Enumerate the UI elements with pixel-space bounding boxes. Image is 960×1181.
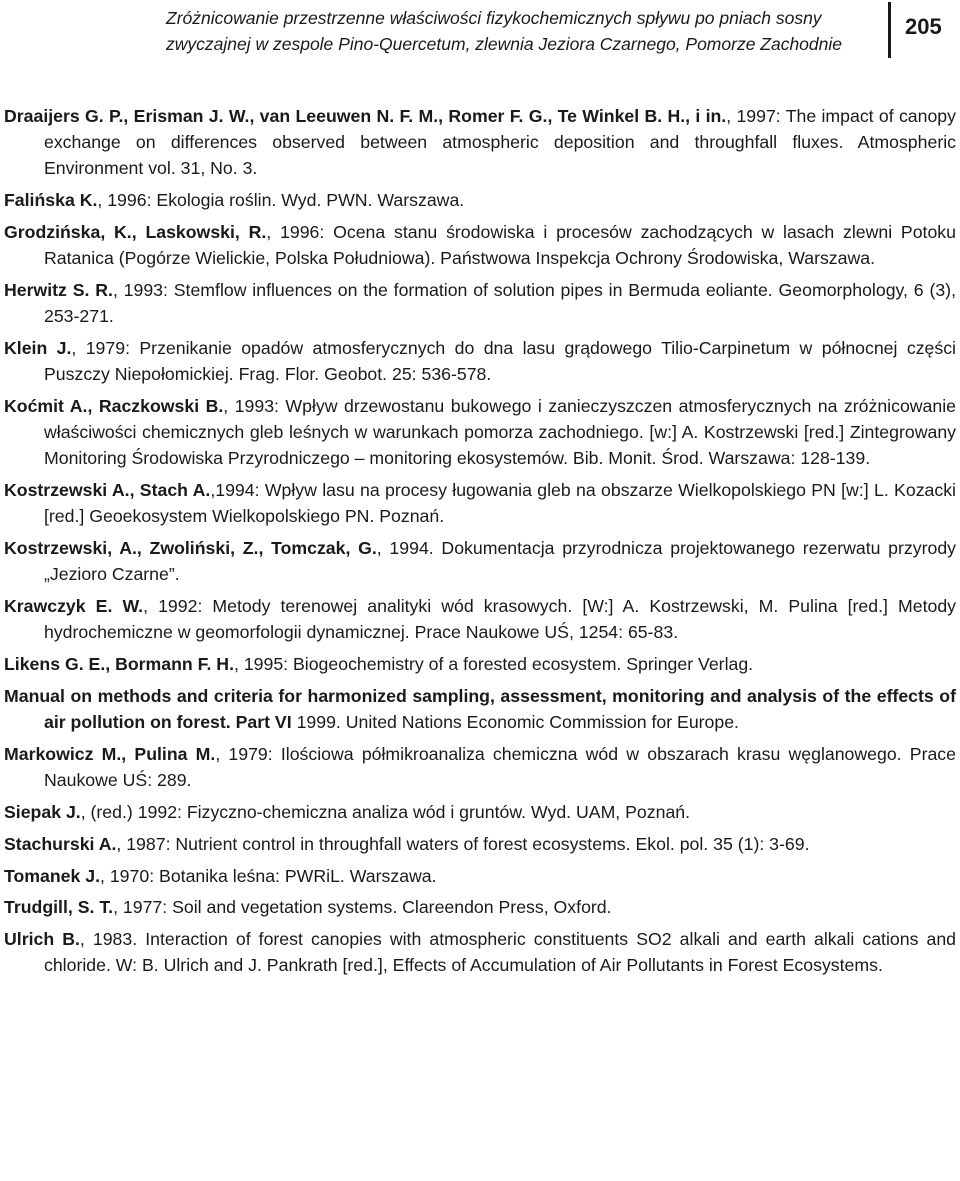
reference-authors: Grodzińska, K., Laskowski, R. [4,222,267,242]
reference-details: , 1997: The impact of canopy exchange on differences observed between atmospheric deposition and throughfall fluxes. Atmospheric Environment vol. 31, No. 3. [44,106,956,179]
reference-item [4,863,956,889]
reference-details: , 1970: Botanika leśna: PWRiL. Warszawa. [100,865,437,886]
reference-item [4,103,956,182]
reference-item [4,894,956,920]
running-title-line-2: zwyczajnej w zespole Pino-Quercetum, zlewnia Jeziora Czarnego, Pomorze Zachodnie [166,34,843,54]
reference-details: 1999. United Nations Economic Commission for Europe. [291,712,739,733]
reference-item [4,477,956,529]
reference-authors: Stachurski A. [4,833,117,854]
reference-details: , 1979: Przenikanie opadów atmosferycznych do dna lasu grądowego Tilio-Carpinetum w północnej części Puszczy Niepołomickiej. Frag. Flor. Geobot. 25: 536-578. [44,338,956,385]
reference-details: , 1979: Ilościowa półmikroanaliza chemiczna wód w obszarach krasu węglanowego. Prace Naukowe UŚ: 289. [44,744,956,791]
reference-item [4,926,956,978]
reference-authors: Falińska K. [4,190,98,211]
reference-authors: Klein J. [4,338,72,358]
reference-authors: Draaijers G. P., Erisman J. W., van Leeuwen N. F. M., Romer F. G., Te Winkel B. H., i in. [4,106,727,126]
reference-details: , 1983. Interaction of forest canopies with atmospheric constituents SO2 alkali and earth alkali cations and chloride. W: B. Ulrich and J. Pankrath [red.], Effects of Accumulation of Air Pollutants in Forest Ecosystems. [44,929,956,976]
reference-details: , 1993: Wpływ drzewostanu bukowego i zanieczyszczen atmosferycznych na zróżnicowanie właściwości chemicznych gleb leśnych w warunkach pomorza zachodniego. [w:] A. Kostrzewski [red.] Zintegrowany Monitoring Środowiska Przyrodniczego – monitoring ekosystemów. Bib. Monit. Środ. Warszawa: 128-139. [44,396,956,469]
reference-details: , 1993: Stemflow influences on the formation of solution pipes in Bermuda eoliante. Geomorphology, 6 (3), 253-271. [44,280,956,327]
reference-details: , 1992: Metody terenowej analityki wód krasowych. [W:] A. Kostrzewski, M. Pulina [red.] Metody hydrochemiczne w geomorfologii dynamicznej. Prace Naukowe UŚ, 1254: 65-83. [44,596,957,643]
running-title-line-1: Zróżnicowanie przestrzenne właściwości fizykochemicznych spływu po pniach sosny [166,8,822,28]
running-header [166,5,866,57]
reference-authors: Krawczyk E. W. [4,596,144,617]
reference-authors: Markowicz M., Pulina M. [4,744,216,764]
reference-list [4,103,956,984]
header-divider [888,2,891,58]
reference-bold-title: Manual on methods and criteria for harmonized sampling, assessment, monitoring and analysis of the effects of air pollution on forest. Part VI [4,686,956,733]
reference-authors: Kostrzewski, A., Zwoliński, Z., Tomczak, G. [4,538,377,559]
reference-authors: Tomanek J. [4,865,101,886]
reference-details: , 1995: Biogeochemistry of a forested ecosystem. Springer Verlag. [233,654,754,675]
reference-item [4,799,956,825]
reference-item [4,651,956,677]
reference-authors: Kostrzewski A., Stach A. [4,480,211,501]
reference-item [4,187,956,213]
reference-details: ,1994: Wpływ lasu na procesy ługowania gleb na obszarze Wielkopolskiego PN [w:] L. Kozacki [red.] Geoekosystem Wielkopolskiego PN. Poznań. [44,480,956,527]
reference-item [4,393,956,472]
reference-details: , 1994. Dokumentacja przyrodnicza projektowanego rezerwatu przyrody „Jezioro Czarne”. [44,538,957,585]
reference-item [4,683,956,735]
reference-authors: Likens G. E., Bormann F. H. [4,654,234,675]
reference-details: , 1996: Ekologia roślin. Wyd. PWN. Warszawa. [97,190,465,211]
reference-authors: Siepak J. [4,802,81,822]
reference-authors: Ulrich B. [4,929,80,950]
reference-details: , 1996: Ocena stanu środowiska i procesów zachodzących w lasach zlewni Potoku Ratanica (Pogórze Wielickie, Polska Południowa). Państwowa Inspekcja Ochrony Środowiska, Warszawa. [44,222,956,269]
page-number: 205 [905,14,942,39]
reference-authors: Koćmit A., Raczkowski B. [4,396,224,416]
reference-authors: Herwitz S. R. [4,280,113,300]
reference-item [4,219,956,271]
reference-details: , (red.) 1992: Fizyczno-chemiczna analiza wód i gruntów. Wyd. UAM, Poznań. [80,802,691,822]
reference-item [4,277,956,329]
reference-item [4,741,956,793]
reference-item [4,535,956,587]
reference-details: , 1987: Nutrient control in throughfall waters of forest ecosystems. Ekol. pol. 35 (1): 3-69. [116,833,810,854]
reference-item [4,831,956,857]
reference-item [4,335,956,387]
reference-details: , 1977: Soil and vegetation systems. Clareendon Press, Oxford. [113,897,612,918]
reference-item [4,593,956,645]
reference-authors: Trudgill, S. T. [4,897,114,918]
